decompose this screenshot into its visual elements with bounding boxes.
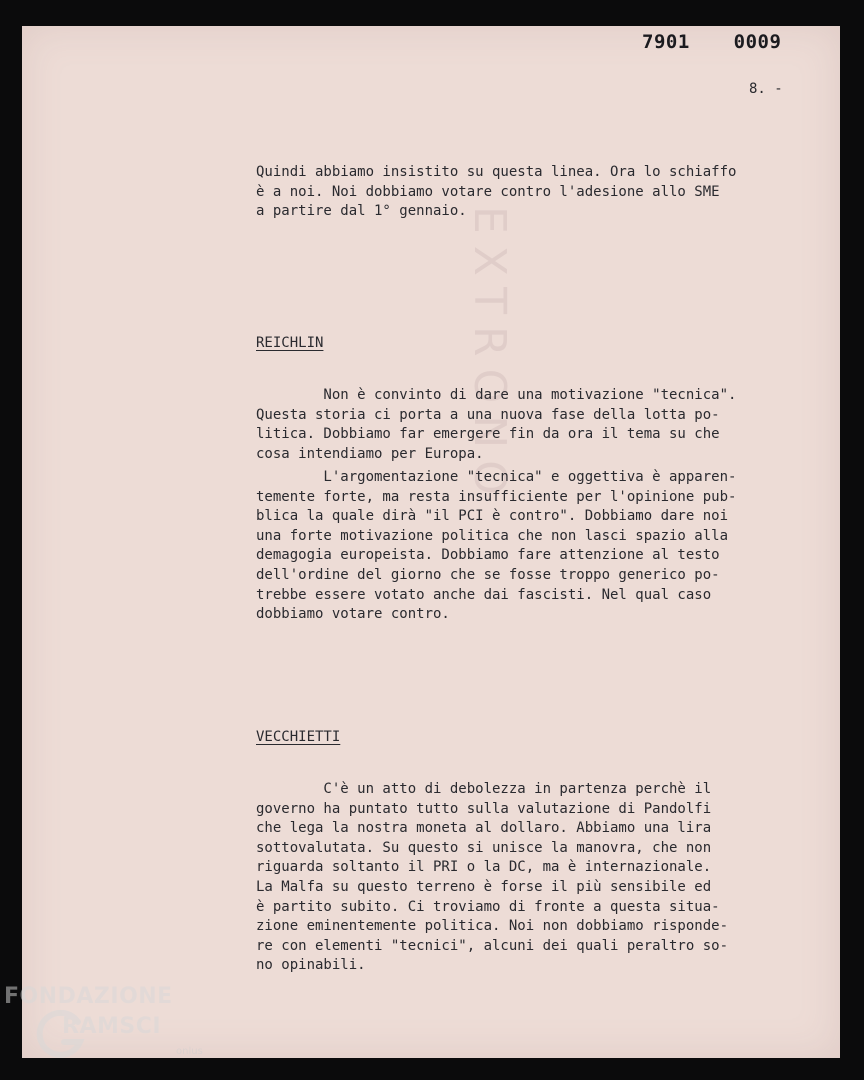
archive-number: 7901 0009	[642, 31, 782, 53]
speaker-heading-vecchietti: VECCHIETTI	[256, 729, 341, 745]
logo-line-1: FONDAZIONE	[4, 984, 173, 1009]
typewritten-page	[22, 26, 840, 1058]
page-number: 8. -	[749, 81, 783, 97]
fondazione-gramsci-logo	[4, 984, 216, 1076]
reichlin-paragraph-1: Non è convinto di dare una motivazione "tecnica". Questa storia ci porta a una nuova fase della lotta po- litica. Dobbiamo far emergere fin da ora il tema su che cosa intendiamo per Europa.	[256, 387, 737, 462]
speaker-heading-reichlin: REICHLIN	[256, 335, 324, 351]
intro-paragraph: Quindi abbiamo insistito su questa linea. Ora lo schiaffo è a noi. Noi dobbiamo votare contro l'adesione allo SME a partire dal 1° gennaio.	[256, 164, 737, 220]
logo-subtitle: onlus	[176, 1046, 203, 1057]
logo-line-2: RAMSCI	[62, 1014, 162, 1039]
vecchietti-paragraph-1: C'è un atto di debolezza in partenza perchè il governo ha puntato tutto sulla valutazione di Pandolfi che lega la nostra moneta al dollaro. Abbiamo una lira sottovalutata. Su questo si unisce la manovra, che non riguarda soltanto il PRI o la DC, ma è internazionale. La Malfa su questo terreno è forse il più sensibile ed è partito subito. Ci troviamo di fronte a questa situa- zione eminentemente politica. Noi non dobbiamo risponde- re con elementi "tecnici", alcuni dei quali peraltro so- no opinabili.	[256, 781, 729, 974]
reichlin-paragraph-2: L'argomentazione "tecnica" e oggettiva è apparen- temente forte, ma resta insufficiente per l'opinione pub- blica la quale dirà "il PCI è contro". Dobbiamo dare noi una forte motivazione politica che non lasci spazio alla demagogia europeista. Dobbiamo fare attenzione al testo dell'ordine del giorno che se fosse troppo generico po- trebbe essere votato anche dai fascisti. Nel qual caso dobbiamo votare contro.	[256, 469, 737, 623]
watermark: EXTRONO	[464, 206, 515, 507]
